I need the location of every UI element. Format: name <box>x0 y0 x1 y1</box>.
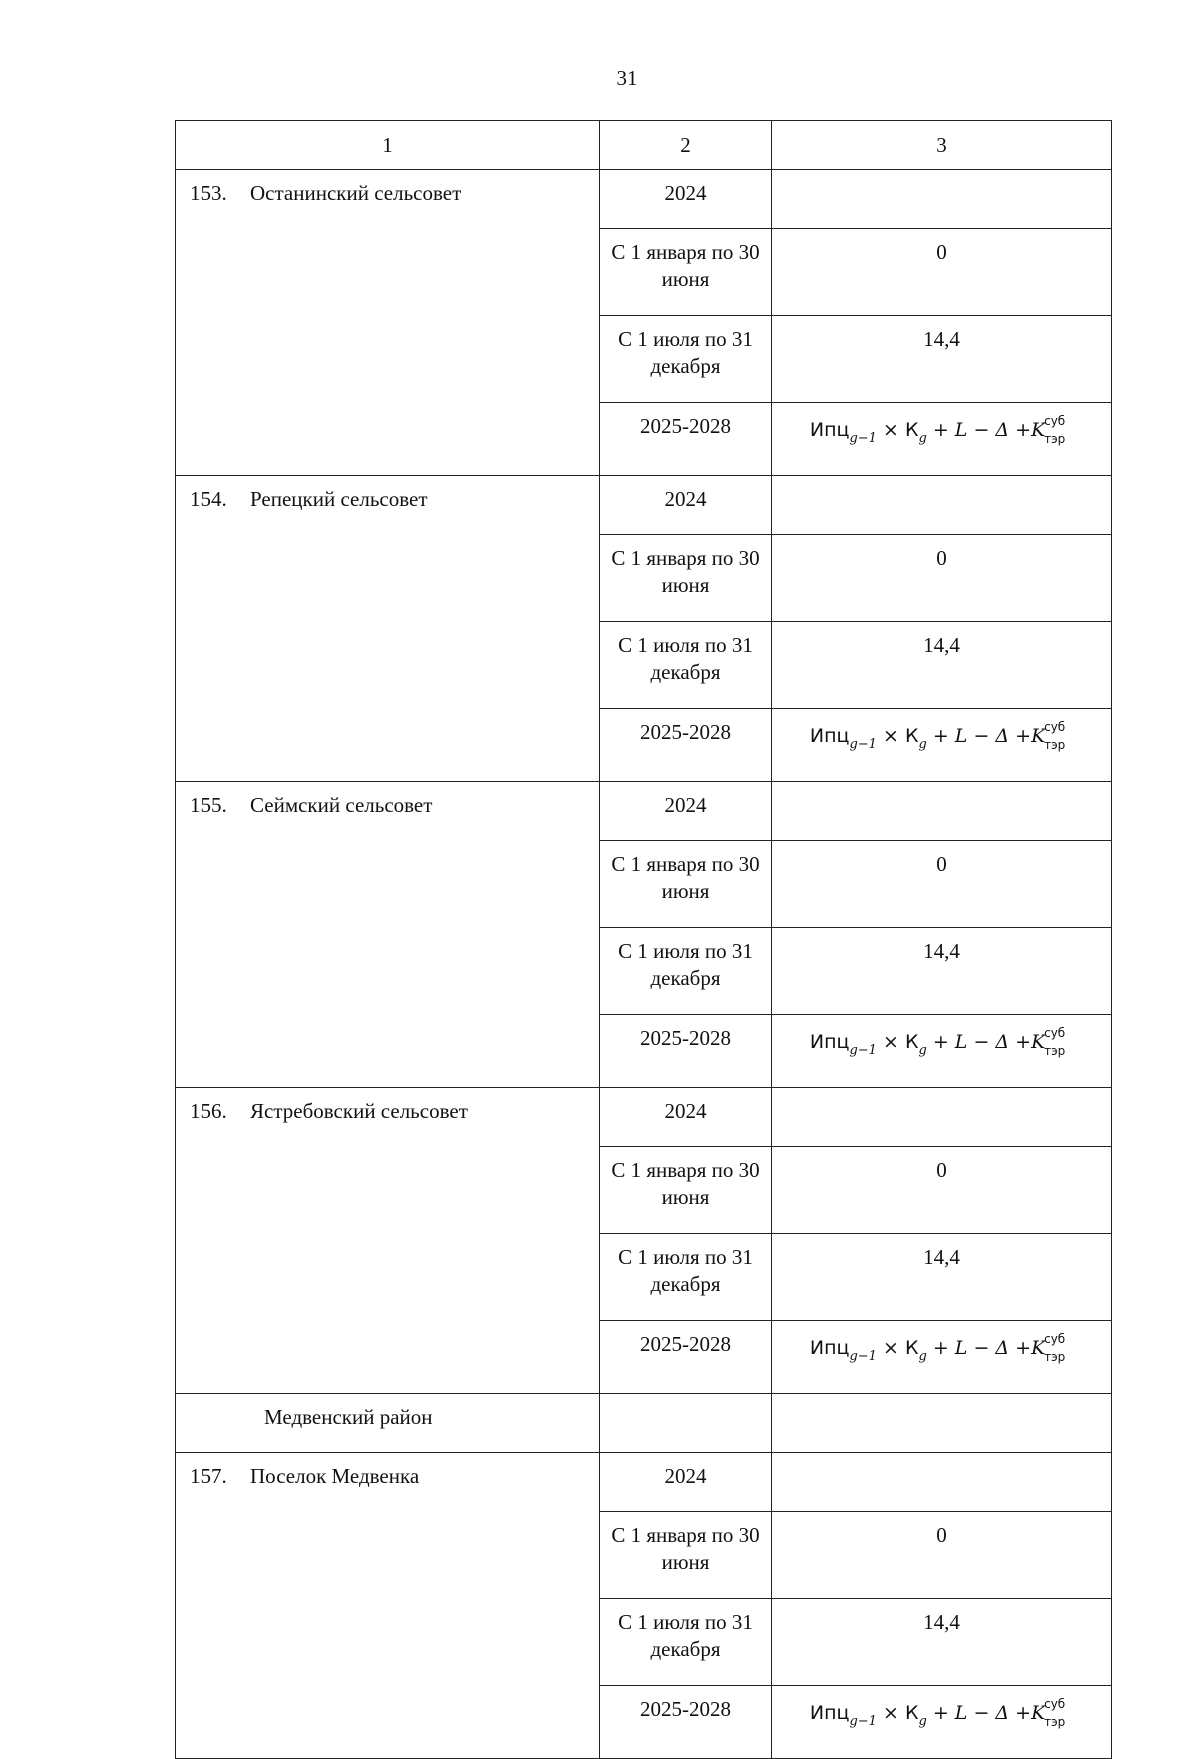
header-col-2: 2 <box>600 121 772 170</box>
formula-times: × <box>883 1337 899 1359</box>
period-2-value: 14,4 <box>772 316 1112 403</box>
formula-times: × <box>883 419 899 441</box>
period-1-value: 0 <box>772 1147 1112 1234</box>
formula-times: × <box>883 725 899 747</box>
formula-rest: + L − Δ + <box>932 419 1032 441</box>
entry-name-cell <box>176 476 600 782</box>
entry-number: 156. <box>190 1099 227 1123</box>
range-cell: 2025-2028 <box>600 1015 772 1088</box>
formula-cell <box>772 1686 1112 1759</box>
entry-number: 157. <box>190 1464 227 1488</box>
period-1-value: 0 <box>772 1512 1112 1599</box>
formula-kterm-sub: тэр <box>1044 1350 1066 1364</box>
entry-name-cell <box>176 170 600 476</box>
range-cell: 2025-2028 <box>600 709 772 782</box>
year-value-cell <box>772 170 1112 229</box>
formula-base: Ипц <box>809 725 850 747</box>
range-cell: 2025-2028 <box>600 1321 772 1394</box>
year-cell: 2024 <box>600 1453 772 1512</box>
year-cell: 2024 <box>600 782 772 841</box>
year-value-cell <box>772 1453 1112 1512</box>
period-2-value: 14,4 <box>772 1234 1112 1321</box>
formula-kterm: K <box>1031 1702 1046 1724</box>
header-col-1: 1 <box>176 121 600 170</box>
header-col-3: 3 <box>772 121 1112 170</box>
period-2-label: С 1 июля по 31 декабря <box>600 1234 772 1321</box>
district-name: Медвенский район <box>264 1405 433 1429</box>
entry-row-year <box>176 1453 1112 1512</box>
entry-name-cell <box>176 782 600 1088</box>
formula-base: Ипц <box>809 1337 850 1359</box>
formula-k: К <box>904 1702 919 1724</box>
formula-rest: + L − Δ + <box>932 1337 1032 1359</box>
formula-kterm-sub: тэр <box>1044 1715 1066 1729</box>
period-1-value: 0 <box>772 229 1112 316</box>
formula-k-sub: g <box>918 431 927 446</box>
period-1-value: 0 <box>772 841 1112 928</box>
formula-rest: + L − Δ + <box>932 1031 1032 1053</box>
district-empty-2 <box>600 1394 772 1453</box>
formula-kterm: K <box>1031 1337 1046 1359</box>
formula-cell <box>772 1015 1112 1088</box>
entry-row-year <box>176 782 1112 841</box>
period-1-label: С 1 января по 30 июня <box>600 841 772 928</box>
entry-number: 154. <box>190 487 227 511</box>
formula-base: Ипц <box>809 1702 850 1724</box>
entry-name-cell <box>176 1088 600 1394</box>
formula-kterm-sup: суб <box>1044 1332 1066 1346</box>
formula-kterm: K <box>1031 1031 1046 1053</box>
formula-kterm: K <box>1031 725 1046 747</box>
period-1-label: С 1 января по 30 июня <box>600 535 772 622</box>
year-value-cell <box>772 782 1112 841</box>
entry-row-year <box>176 1088 1112 1147</box>
formula-base-sub: g−1 <box>849 737 877 752</box>
year-value-cell <box>772 476 1112 535</box>
formula-base-sub: g−1 <box>849 1043 877 1058</box>
range-cell: 2025-2028 <box>600 403 772 476</box>
entry-number: 155. <box>190 793 227 817</box>
period-2-value: 14,4 <box>772 1599 1112 1686</box>
period-1-label: С 1 января по 30 июня <box>600 229 772 316</box>
district-row <box>176 1394 1112 1453</box>
entry-name: Репецкий сельсовет <box>250 487 428 511</box>
period-2-label: С 1 июля по 31 декабря <box>600 928 772 1015</box>
period-2-label: С 1 июля по 31 декабря <box>600 316 772 403</box>
formula-k-sub: g <box>918 737 927 752</box>
formula-kterm-sub: тэр <box>1044 738 1066 752</box>
formula-k: К <box>904 725 919 747</box>
formula-cell <box>772 709 1112 782</box>
formula-kterm-sup: суб <box>1044 720 1066 734</box>
period-2-value: 14,4 <box>772 928 1112 1015</box>
period-1-label: С 1 января по 30 июня <box>600 1147 772 1234</box>
entry-row-year <box>176 476 1112 535</box>
formula-rest: + L − Δ + <box>932 725 1032 747</box>
formula-base: Ипц <box>809 1031 850 1053</box>
formula-kterm-sup: суб <box>1044 1026 1066 1040</box>
entry-row-year <box>176 170 1112 229</box>
period-1-value: 0 <box>772 535 1112 622</box>
formula-k-sub: g <box>918 1714 927 1729</box>
formula-cell <box>772 1321 1112 1394</box>
formula-times: × <box>883 1702 899 1724</box>
range-cell: 2025-2028 <box>600 1686 772 1759</box>
page-number: 31 <box>616 66 638 90</box>
year-cell: 2024 <box>600 476 772 535</box>
formula-rest: + L − Δ + <box>932 1702 1032 1724</box>
entry-number: 153. <box>190 181 227 205</box>
period-1-label: С 1 января по 30 июня <box>600 1512 772 1599</box>
tariff-table <box>175 120 1112 1759</box>
formula-kterm-sup: суб <box>1044 414 1066 428</box>
entry-name-cell <box>176 1453 600 1759</box>
formula-kterm-sub: тэр <box>1044 432 1066 446</box>
formula-k-sub: g <box>918 1349 927 1364</box>
period-2-label: С 1 июля по 31 декабря <box>600 1599 772 1686</box>
entry-name: Сеймский сельсовет <box>250 793 433 817</box>
formula-base-sub: g−1 <box>849 431 877 446</box>
period-2-value: 14,4 <box>772 622 1112 709</box>
formula-times: × <box>883 1031 899 1053</box>
year-cell: 2024 <box>600 170 772 229</box>
entry-name: Останинский сельсовет <box>250 181 462 205</box>
district-cell <box>176 1394 600 1453</box>
district-empty-3 <box>772 1394 1112 1453</box>
formula-k: К <box>904 419 919 441</box>
period-2-label: С 1 июля по 31 декабря <box>600 622 772 709</box>
formula-k-sub: g <box>918 1043 927 1058</box>
header-row <box>176 121 1112 170</box>
formula-base-sub: g−1 <box>849 1714 877 1729</box>
year-value-cell <box>772 1088 1112 1147</box>
formula-base: Ипц <box>809 419 850 441</box>
entry-name: Поселок Медвенка <box>250 1464 420 1488</box>
formula-k: К <box>904 1031 919 1053</box>
entry-name: Ястребовский сельсовет <box>250 1099 468 1123</box>
formula-cell <box>772 403 1112 476</box>
formula-kterm: K <box>1031 419 1046 441</box>
formula-k: К <box>904 1337 919 1359</box>
formula-kterm-sup: суб <box>1044 1697 1066 1711</box>
formula-kterm-sub: тэр <box>1044 1044 1066 1058</box>
year-cell: 2024 <box>600 1088 772 1147</box>
formula-base-sub: g−1 <box>849 1349 877 1364</box>
